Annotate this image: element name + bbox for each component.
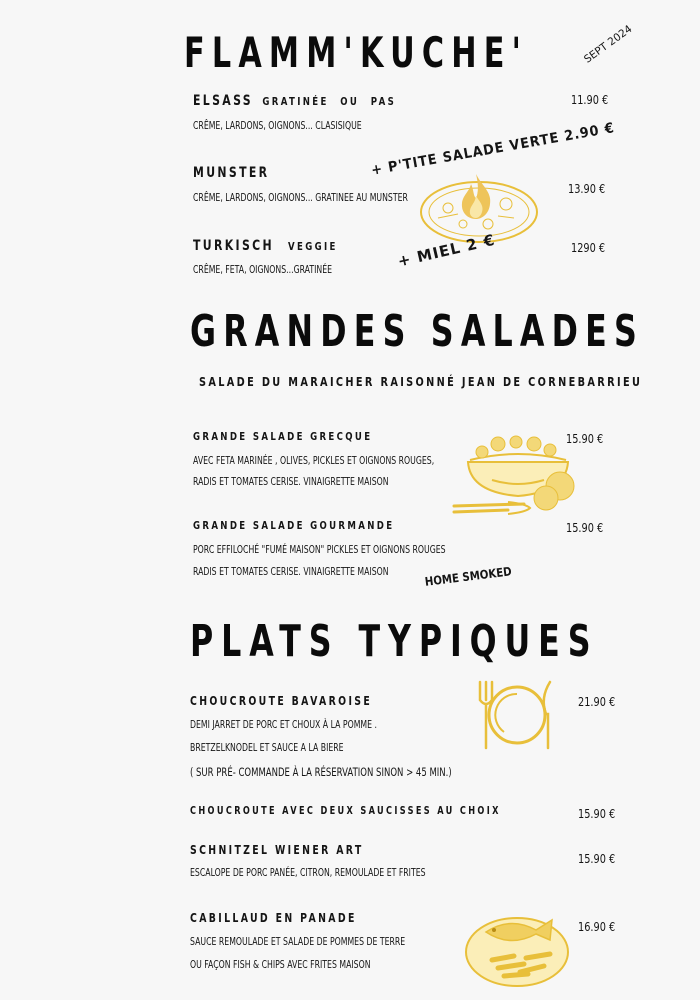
dish-price: 15.90 € [578, 851, 616, 866]
menu-item-munster [193, 165, 269, 181]
dish-name: CHOUCROUTE AVEC DEUX SAUCISSES AU CHOIX [190, 805, 501, 817]
section-title-salads: GRANDES SALADES [190, 306, 645, 357]
fish-plate-icon [464, 908, 570, 990]
dish-description: ( SUR PRÉ- COMMANDE À LA RÉSERVATION SINON > 45 MIN.) [190, 765, 452, 779]
dish-description: ESCALOPE DE PORC PANÉE, CITRON, REMOULADE ET FRITES [190, 867, 426, 879]
dish-description: CRÊME, LARDONS, OIGNONS... CLASISIQUE [193, 120, 362, 132]
dish-price: 21.90 € [578, 694, 616, 709]
menu-item-cabillaud [190, 911, 357, 925]
plate-icon [486, 684, 548, 746]
page-title: FLAMM'KUCHE' [184, 28, 529, 77]
dish-price: 13.90 € [568, 181, 606, 196]
dish-description: DEMI JARRET DE PORC ET CHOUX À LA POMME . [190, 719, 377, 731]
dish-description: PORC EFFILOCHÉ "FUMÉ MAISON" PICKLES ET OIGNONS ROUGES [193, 544, 446, 556]
honey-note: + MIEL 2 € [396, 230, 497, 271]
dish-price: 15.90 € [566, 431, 604, 446]
dish-description: CRÊME, LARDONS, OIGNONS... GRATINEE AU MUNSTER [193, 192, 408, 204]
dish-name: CHOUCROUTE BAVAROISE [190, 694, 373, 708]
dish-price: 15.90 € [566, 520, 604, 535]
dish-name: SCHNITZEL WIENER ART [190, 843, 364, 857]
dish-description: BRETZELKNODEL ET SAUCE A LA BIERE [190, 742, 344, 754]
menu-item-gourmande [193, 519, 394, 532]
dish-name: GRANDE SALADE GRECQUE [193, 430, 373, 443]
flame-icon [456, 172, 496, 220]
dish-price: 15.90 € [578, 806, 616, 821]
dish-name: CABILLAUD EN PANADE [190, 911, 357, 925]
menu-item-choucroute-bavaroise [190, 694, 372, 708]
dish-name-suffix: VEGGIE [288, 240, 338, 253]
dish-description: RADIS ET TOMATES CERISE. VINAIGRETTE MAISON [193, 566, 389, 578]
menu-item-schnitzel [190, 843, 364, 857]
dish-description: RADIS ET TOMATES CERISE. VINAIGRETTE MAISON [193, 476, 389, 488]
dish-description: OU FAÇON FISH & CHIPS AVEC FRITES MAISON [190, 959, 371, 971]
dish-price: 16.90 € [578, 919, 616, 934]
dish-name: GRANDE SALADE GOURMANDE [193, 519, 395, 532]
menu-item-choucroute-saucisses [190, 805, 501, 817]
dish-name: TURKISCH [193, 238, 274, 254]
dish-description: SAUCE REMOULADE ET SALADE DE POMMES DE TERRE [190, 936, 406, 948]
dish-name: MUNSTER [193, 165, 270, 181]
dish-name: ELSASS [193, 93, 254, 109]
salads-subtitle: SALADE DU MARAICHER RAISONNÉ JEAN DE CORNEBARRIEU [199, 374, 643, 389]
menu-item-elsass [193, 93, 396, 109]
dish-description: AVEC FETA MARINÉE , OLIVES, PICKLES ET OIGNONS ROUGES, [193, 455, 435, 467]
side-salad-note: + P'TITE SALADE VERTE 2.90 € [370, 120, 616, 179]
dish-price: 11.90 € [571, 92, 609, 107]
home-smoked-note: HOME SMOKED [424, 564, 513, 589]
menu-item-grecque [193, 430, 372, 443]
section-title-plats: PLATS TYPIQUES [190, 616, 599, 667]
dish-description: CRÊME, FETA, OIGNONS...GRATINÉE [193, 264, 333, 276]
date-stamp: SEPT 2024 [582, 23, 635, 66]
menu-item-turkisch [193, 238, 338, 254]
dish-name-suffix: GRATINÉE OU PAS [262, 95, 397, 108]
dish-price: 1290 € [571, 240, 606, 255]
